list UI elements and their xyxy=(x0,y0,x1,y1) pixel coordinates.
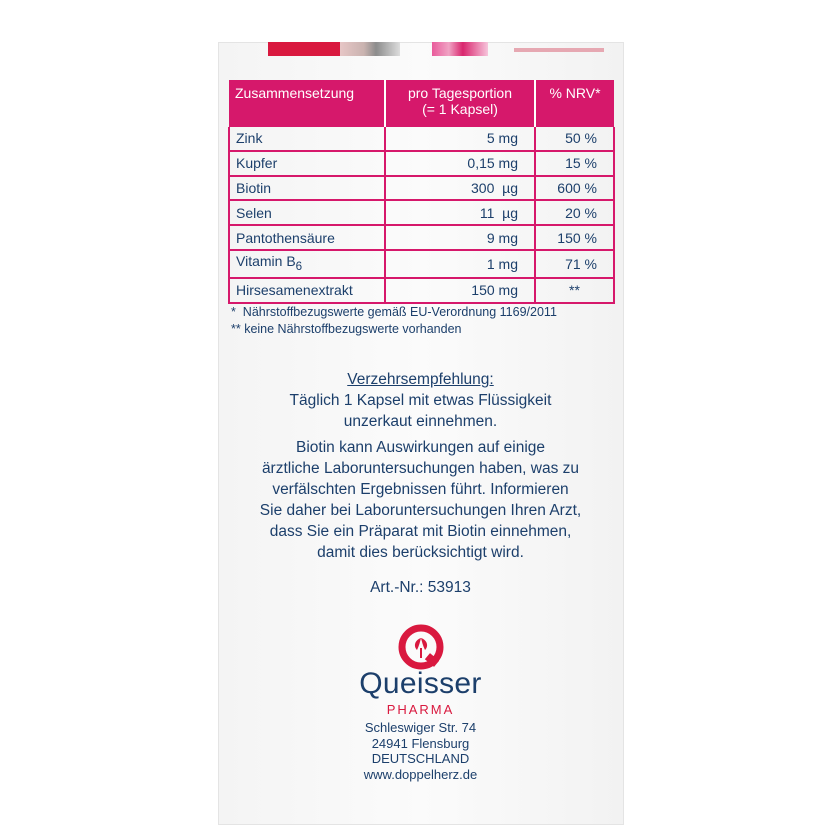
biotin-line: Sie daher bei Laboruntersuchungen Ihren Arzt, xyxy=(259,502,582,519)
brand-name: Queisser xyxy=(359,667,482,700)
nutrient-name: Selen xyxy=(229,200,385,225)
nutrient-name xyxy=(229,250,385,278)
footnote-nrv: * Nährstoffbezugswerte gemäß EU-Verordnung 1169/2011 xyxy=(231,305,557,319)
nutrient-nrv: ** xyxy=(535,278,614,303)
nutrient-amount: 300 µg xyxy=(385,176,535,201)
company-address xyxy=(228,720,613,782)
nutrient-amount: 1 mg xyxy=(385,250,535,278)
address-line: DEUTSCHLAND xyxy=(371,751,470,766)
header-daily-portion-line2: (= 1 Kapsel) xyxy=(422,101,498,117)
website-link[interactable]: www.doppelherz.de xyxy=(363,766,478,782)
nutrient-amount: 0,15 mg xyxy=(385,151,535,176)
biotin-line: Biotin kann Auswirkungen auf einige xyxy=(295,439,546,456)
nutrient-name-text: Vitamin B xyxy=(236,252,296,269)
nutrient-name: Hirsesamenextrakt xyxy=(236,282,353,299)
biotin-warning xyxy=(228,437,613,563)
biotin-line: ärztliche Laboruntersuchungen haben, was zu xyxy=(261,460,580,477)
package-top-strip xyxy=(432,42,488,56)
table-row xyxy=(229,250,614,278)
nutrient-name-subscript: 6 xyxy=(295,259,303,273)
nutrient-name: Zink xyxy=(229,127,385,151)
nutrient-nrv: 600 % xyxy=(535,176,614,201)
table-row xyxy=(229,225,614,250)
biotin-line: dass Sie ein Präparat mit Biotin einnehmen, xyxy=(269,523,572,540)
table-row xyxy=(229,127,614,151)
queisser-logo-icon xyxy=(398,624,444,670)
usage-title: Verzehrsempfehlung: xyxy=(347,371,494,388)
usage-line: unzerkaut einnehmen. xyxy=(343,413,498,430)
address-line: 24941 Flensburg xyxy=(371,735,470,751)
nutrient-nrv: 71 % xyxy=(535,250,614,278)
address-line: Schleswiger Str. 74 xyxy=(364,720,477,735)
nutrient-amount: 150 mg xyxy=(385,278,535,303)
nutrient-name: Kupfer xyxy=(229,151,385,176)
nutrient-nrv: 20 % xyxy=(535,200,614,225)
usage-line: Täglich 1 Kapsel mit etwas Flüssigkeit xyxy=(289,392,552,409)
nutrient-amount: 11 µg xyxy=(385,200,535,225)
brand-subtitle: PHARMA xyxy=(386,702,455,717)
table-row xyxy=(229,278,614,303)
usage-instructions xyxy=(228,390,613,432)
table-row xyxy=(229,151,614,176)
header-composition: Zusammensetzung xyxy=(229,80,385,127)
biotin-line: verfälschten Ergebnissen führt. Informieren xyxy=(272,481,569,498)
nutrient-nrv: 50 % xyxy=(535,127,614,151)
table-header-row xyxy=(229,80,614,127)
nutrient-name: Pantothensäure xyxy=(229,225,385,250)
article-number: Art.-Nr.: 53913 xyxy=(370,579,471,596)
nutrient-nrv: 15 % xyxy=(535,151,614,176)
nutrient-nrv: 150 % xyxy=(535,225,614,250)
nutrient-amount: 9 mg xyxy=(385,225,535,250)
package-top-strip xyxy=(340,42,400,56)
table-row xyxy=(229,176,614,201)
footnote-no-nrv: ** keine Nährstoffbezugswerte vorhanden xyxy=(231,322,462,336)
nutrient-name: Biotin xyxy=(229,176,385,201)
nutrient-amount: 5 mg xyxy=(385,127,535,151)
biotin-line: damit dies berücksichtigt wird. xyxy=(317,544,524,561)
package-top-strip xyxy=(514,48,604,52)
header-nrv: % NRV* xyxy=(535,80,614,127)
nutrition-table xyxy=(228,80,615,304)
header-daily-portion xyxy=(385,80,535,127)
header-daily-portion-line1: pro Tagesportion xyxy=(407,85,513,101)
table-row xyxy=(229,200,614,225)
package-top-strip xyxy=(268,42,340,56)
